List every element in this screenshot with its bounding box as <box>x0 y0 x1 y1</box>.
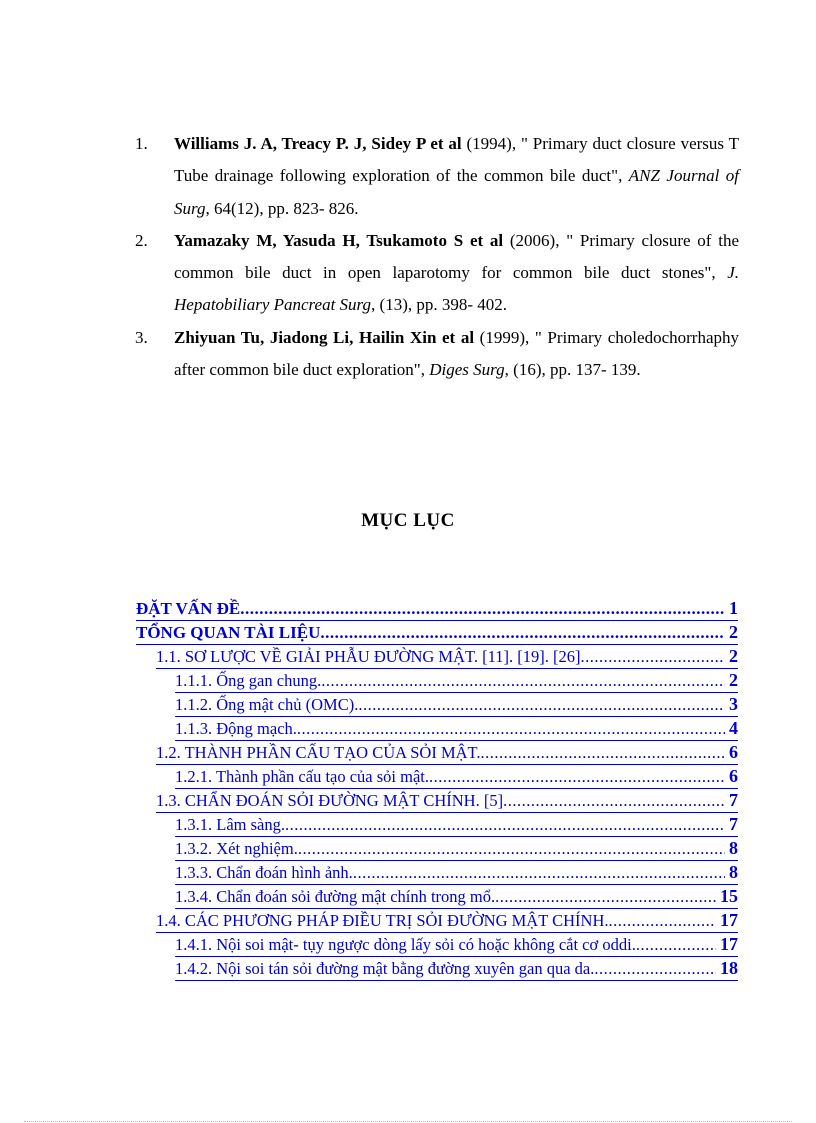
toc-page-number: 1 <box>729 598 738 618</box>
toc-dot-leader <box>594 957 716 981</box>
toc-entry-label: 1.3.1. Lâm sàng. <box>175 815 285 834</box>
page-bottom-border <box>24 1121 792 1122</box>
toc-dot-leader <box>321 669 725 693</box>
toc-page-number: 18 <box>720 958 738 978</box>
toc-dot-leader <box>358 693 725 717</box>
reference-authors: Williams J. A, Treacy P. J, Sidey P et al <box>174 134 462 153</box>
toc-page-number: 7 <box>729 814 738 834</box>
reference-details: , (13), pp. 398- 402. <box>371 295 508 315</box>
toc-link-1-2[interactable] <box>156 740 738 765</box>
toc-entry-label: 1.3.4. Chẩn đoán sỏi đường mật chính trong mổ. <box>175 887 496 906</box>
toc-link-1-1[interactable] <box>156 644 738 669</box>
reference-title: (2006), " Primary closure of the common bile duct in open laparotomy for common bile duct stones", <box>174 230 739 283</box>
toc-link-1-1-3[interactable] <box>175 716 738 741</box>
reference-journal: Diges Surg <box>429 360 505 380</box>
reference-details: , (16), pp. 137- 139. <box>504 360 641 380</box>
reference-number: 3. <box>135 327 148 347</box>
toc-link-1-1-1[interactable] <box>175 668 738 693</box>
reference-authors: Zhiyuan Tu, Jiadong Li, Hailin Xin et al <box>174 327 475 347</box>
reference-text <box>174 225 739 322</box>
toc-entry-label: 1.4.2. Nội soi tán sỏi đường mật bằng đường xuyên gan qua da. <box>175 959 595 978</box>
toc-page-number: 6 <box>729 742 738 762</box>
toc-dot-leader <box>320 621 725 645</box>
toc-page-number: 8 <box>729 838 738 858</box>
toc-entry-label: 1.1.1. Ống gan chung. <box>175 671 322 690</box>
toc-entry-label: 1.1.2. Ống mật chủ (OMC). <box>175 695 359 714</box>
reference-text <box>174 322 739 387</box>
toc-page-number: 2 <box>729 622 738 642</box>
toc-link-tong-quan[interactable] <box>136 620 738 645</box>
toc-dot-leader <box>481 741 725 765</box>
toc-link-1-3-1[interactable] <box>175 812 738 837</box>
toc-page-number: 8 <box>729 862 738 882</box>
reference-item <box>0 128 816 225</box>
reference-title: (1999), " Primary choledochorrhaphy after common bile duct exploration", <box>174 327 739 380</box>
reference-journal: J. Hepatobiliary Pancreat Surg <box>174 263 739 315</box>
toc-page-number: 17 <box>720 934 738 954</box>
toc-dot-leader <box>240 597 725 621</box>
reference-details: , 64(12), pp. 823- 826. <box>205 198 359 218</box>
toc-page-number: 4 <box>729 718 738 738</box>
toc-dot-leader <box>285 813 725 837</box>
reference-list <box>0 128 816 386</box>
toc-dot-leader <box>353 861 725 885</box>
reference-item <box>0 225 816 322</box>
toc-entry-label: 1.1.3. Động mạch. <box>175 719 297 738</box>
toc-entry-label: 1.2. THÀNH PHẦN CẤU TẠO CỦA SỎI MẬT. <box>156 743 481 762</box>
toc-link-1-3-4[interactable] <box>175 884 738 909</box>
toc-link-1-3-2[interactable] <box>175 836 738 861</box>
reference-item <box>0 322 816 387</box>
toc-page-number: 6 <box>729 766 738 786</box>
toc-dot-leader <box>609 909 717 933</box>
reference-journal: ANZ Journal of Surg <box>174 166 739 218</box>
toc-page-number: 2 <box>729 670 738 690</box>
toc-title: MỤC LỤC <box>361 510 455 531</box>
toc-entry-label: ĐẶT VẤN ĐỀ <box>136 599 241 618</box>
toc-page-number: 15 <box>720 886 738 906</box>
reference-title: (1994), " Primary duct closure versus T Tube drainage following exploration of the common bile duct", <box>174 134 739 186</box>
toc-link-1-3-3[interactable] <box>175 860 738 885</box>
toc-link-1-4-1[interactable] <box>175 932 738 957</box>
toc-dot-leader <box>495 885 716 909</box>
toc-page-number: 2 <box>729 646 738 666</box>
toc-dot-leader <box>580 645 725 669</box>
toc-page-number: 7 <box>729 790 738 810</box>
toc-entry-label: 1.1. SƠ LƯỢC VỀ GIẢI PHẪU ĐƯỜNG MẬT. [11]. [19]. [26] <box>156 647 581 666</box>
toc-dot-leader <box>297 717 725 741</box>
toc-dot-leader <box>636 933 716 957</box>
toc-dot-leader <box>503 789 725 813</box>
toc-link-1-2-1[interactable] <box>175 764 738 789</box>
toc-entry-label: 1.4. CÁC PHƯƠNG PHÁP ĐIỀU TRỊ SỎI ĐƯỜNG MẬT CHÍNH. <box>156 911 609 930</box>
toc-link-1-3[interactable] <box>156 788 738 813</box>
toc-entry-label: TỔNG QUAN TÀI LIỆU <box>136 623 321 642</box>
toc-link-1-4[interactable] <box>156 908 738 933</box>
toc-entry-label: 1.3. CHẨN ĐOÁN SỎI ĐƯỜNG MẬT CHÍNH. [5] <box>156 791 504 810</box>
toc-page-number: 3 <box>729 694 738 714</box>
toc-link-1-4-2[interactable] <box>175 956 738 981</box>
toc-entry-label: 1.2.1. Thành phần cấu tạo của sỏi mật. <box>175 767 430 786</box>
toc-entry-label: 1.3.3. Chẩn đoán hình ảnh. <box>175 863 353 882</box>
toc-link-dat-van-de[interactable] <box>136 596 738 621</box>
toc-entry-label: 1.4.1. Nội soi mật- tụy ngược dòng lấy sỏi có hoặc không cắt cơ oddi. <box>175 935 636 954</box>
reference-authors: Yamazaky M, Yasuda H, Tsukamoto S et al <box>174 230 504 250</box>
toc-entry-label: 1.3.2. Xét nghiệm. <box>175 839 298 858</box>
toc-link-1-1-2[interactable] <box>175 692 738 717</box>
toc-page-number: 17 <box>720 910 738 930</box>
reference-number: 2. <box>135 230 148 250</box>
reference-text <box>174 128 739 225</box>
reference-number: 1. <box>135 134 148 153</box>
toc-dot-leader <box>298 837 725 861</box>
toc-dot-leader <box>429 765 725 789</box>
